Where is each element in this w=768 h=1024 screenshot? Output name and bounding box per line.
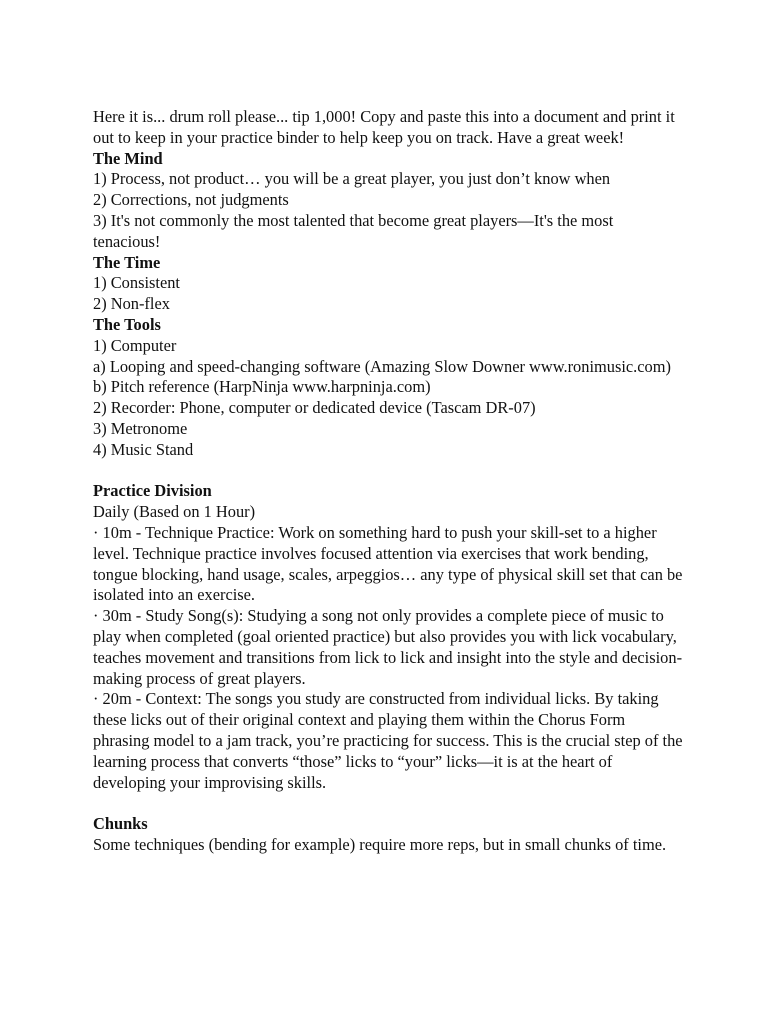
section-heading-tools: The Tools — [93, 314, 161, 334]
list-item: a) Looping and speed-changing software (Amazing Slow Downer www.ronimusic.com) — [93, 356, 671, 376]
list-item: · 10m - Technique Practice: Work on something hard to push your skill-set to a higher level. Technique practice involves focused attention via exercises that work bending, tongue blocking, hand usage, scales, arpeggios… any type of physical skill set that can be isolated into an exercise. — [93, 522, 683, 605]
list-item: 3) Metronome — [93, 418, 188, 438]
list-item: 1) Computer — [93, 335, 177, 355]
practice-subheading: Daily (Based on 1 Hour) — [93, 502, 256, 522]
list-item: · 30m - Study Song(s): Studying a song not only provides a complete piece of music to play when completed (goal oriented practice) but also provides you with lick vocabulary, teaches movement and transitions from lick to lick and insight into the style and decision-making process of great players. — [93, 606, 683, 688]
blank-line — [93, 793, 683, 814]
document-body — [93, 107, 683, 856]
list-item: 2) Corrections, not judgments — [93, 190, 289, 210]
list-item: b) Pitch reference (HarpNinja www.harpninja.com) — [93, 377, 431, 397]
list-item: 1) Consistent — [93, 273, 180, 293]
list-item: 2) Non-flex — [93, 294, 170, 314]
section-heading-time: The Time — [93, 252, 161, 272]
list-item: 1) Process, not product… you will be a great player, you just don’t know when — [93, 169, 611, 189]
chunks-paragraph: Some techniques (bending for example) require more reps, but in small chunks of time. — [93, 834, 667, 854]
list-item: 4) Music Stand — [93, 439, 194, 459]
blank-line — [93, 461, 683, 482]
intro-paragraph: Here it is... drum roll please... tip 1,000! Copy and paste this into a document and print it out to keep in your practice binder to help keep you on track. Have a great week! — [93, 107, 675, 147]
section-heading-mind: The Mind — [93, 148, 163, 168]
list-item: 2) Recorder: Phone, computer or dedicated device (Tascam DR-07) — [93, 398, 536, 418]
list-item: · 20m - Context: The songs you study are constructed from individual licks. By taking these licks out of their original context and playing them within the Chorus Form phrasing model to a jam track, you’re practicing for success. This is the crucial step of the learning process that converts “those” licks to “your” licks—it is at the heart of developing your improvising skills. — [93, 689, 683, 792]
section-heading-practice: Practice Division — [93, 481, 212, 501]
section-heading-chunks: Chunks — [93, 814, 148, 834]
list-item: 3) It's not commonly the most talented that become great players—It's the most tenacious! — [93, 210, 614, 251]
